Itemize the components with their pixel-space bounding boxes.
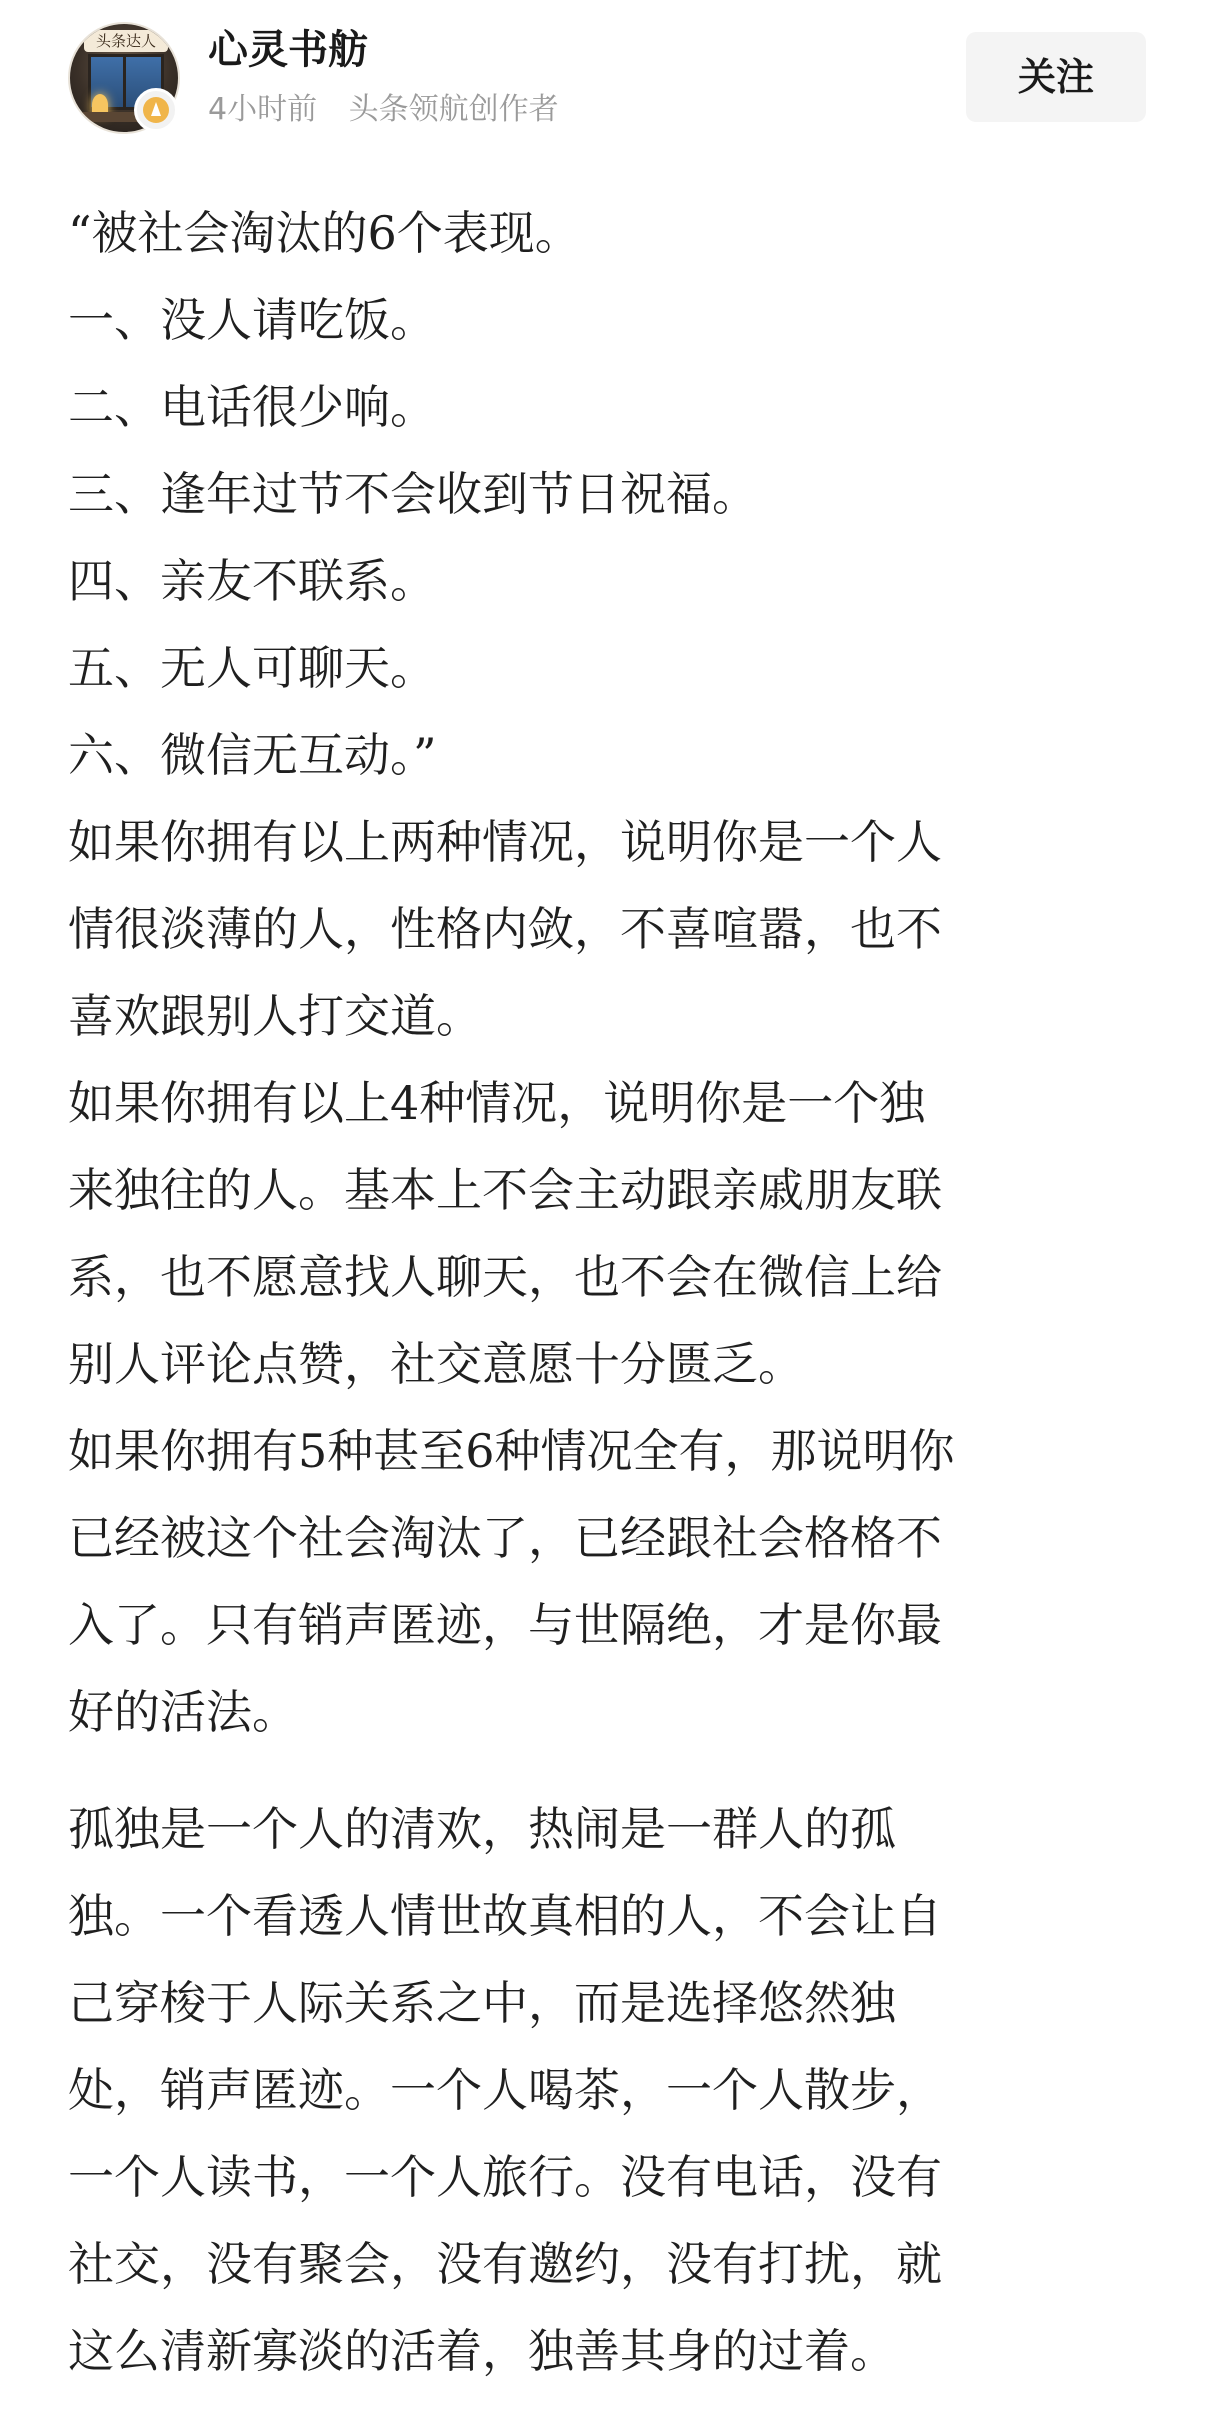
- author-title: 头条领航创作者: [348, 92, 559, 127]
- article-paragraph: [68, 1786, 1148, 2395]
- article-line: 四、亲友不联系。: [68, 554, 436, 608]
- article-line: 系，也不愿意找人聊天，也不会在微信上给: [68, 1250, 942, 1304]
- article-line: 二、电话很少响。: [68, 380, 436, 434]
- post-time: 4小时前: [208, 92, 318, 127]
- article-line: 己穿梭于人际关系之中，而是选择悠然独: [68, 1976, 896, 2030]
- article-line: 如果你拥有5种甚至6种情况全有，那说明你: [68, 1424, 955, 1478]
- article-line: 处，销声匿迹。一个人喝茶，一个人散步，: [68, 2063, 942, 2117]
- article-line: 五、无人可聊天。: [68, 641, 436, 695]
- paragraph-spacer: [68, 1756, 1148, 1786]
- article-line: 社交，没有聚会，没有邀约，没有打扰，就: [68, 2237, 942, 2291]
- article-line: 来独往的人。基本上不会主动跟亲戚朋友联: [68, 1163, 942, 1217]
- article-line: “被社会淘汰的6个表现。: [68, 206, 581, 260]
- creator-badge-icon: [134, 88, 178, 132]
- article-line: 好的活法。: [68, 1685, 298, 1739]
- author-name[interactable]: 心灵书舫: [208, 27, 368, 73]
- follow-button[interactable]: 关注: [966, 32, 1146, 122]
- article-line: 喜欢跟别人打交道。: [68, 989, 482, 1043]
- post-header: [0, 0, 1216, 150]
- article-line: 情很淡薄的人，性格内敛，不喜喧嚣，也不: [68, 902, 942, 956]
- article-line: 一、没人请吃饭。: [68, 293, 436, 347]
- article-line: 独。一个看透人情世故真相的人，不会让自: [68, 1889, 942, 1943]
- article-line: 三、逢年过节不会收到节日祝福。: [68, 467, 758, 521]
- article-line: 一个人读书，一个人旅行。没有电话，没有: [68, 2150, 942, 2204]
- article-line: 如果你拥有以上两种情况，说明你是一个人: [68, 815, 942, 869]
- post-meta: [208, 90, 559, 130]
- avatar-banner-text: 头条达人: [84, 30, 168, 52]
- article-line: 孤独是一个人的清欢，热闹是一群人的孤: [68, 1802, 896, 1856]
- article-line: 已经被这个社会淘汰了，已经跟社会格格不: [68, 1511, 942, 1565]
- article-line: 入了。只有销声匿迹，与世隔绝，才是你最: [68, 1598, 942, 1652]
- article-body: [68, 190, 1148, 2395]
- article-line: 如果你拥有以上4种情况，说明你是一个独: [68, 1076, 926, 1130]
- article-paragraph: [68, 190, 1148, 1756]
- sail-icon: [143, 97, 169, 123]
- article-line: 六、微信无互动。”: [68, 728, 437, 782]
- article-line: 别人评论点赞，社交意愿十分匮乏。: [68, 1337, 804, 1391]
- article-line: 这么清新寡淡的活着，独善其身的过着。: [68, 2324, 896, 2378]
